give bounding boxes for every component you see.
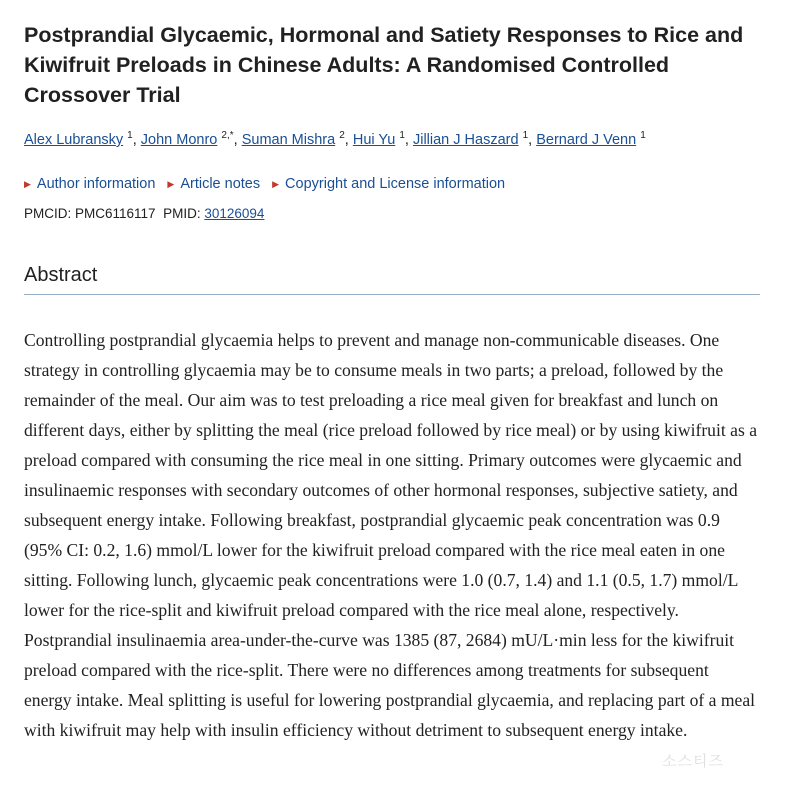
author-link[interactable]: Alex Lubransky <box>24 132 124 148</box>
author-affiliation: 1 <box>127 130 133 141</box>
author-link[interactable]: John Monro <box>140 132 218 148</box>
abstract-text: Controlling postprandial glycaemia helps to prevent and manage non-communicable diseases. One strategy in controlling glycaemia may be to consume meals in two parts; a preload, followed by the remainder of the meal. Our aim was to test preloading a rice meal given for breakfast and lunch on different days, either by splitting the meal (rice preload followed by rice meal) or by using kiwifruit as a preload compared with consuming the rice meal in one sitting. Primary outcomes were glycaemic and insulinaemic responses with secondary outcomes of other hormonal responses, subjective satiety, and subsequent energy intake. Following breakfast, postprandial glycaemic peak concentration was 0.9 (95% CI: 0.2, 1.6) mmol/L lower for the kiwifruit preload compared with the rice meal eaten in one sitting. Following lunch, glycaemic peak concentrations were 1.0 (0.7, 1.4) and 1.1 (0.5, 1.7) mmol/L lower for the rice-split and kiwifruit preload compared with the rice meal alone, respectively. Postprandial insulinaemia area-under-the-curve was 1385 (87, 2684) mU/L·min less for the kiwifruit preload compared with the rice-split. There were no differences among treatments for subsequent energy intake. Meal splitting is useful for lowering postprandial glycaemia, and replacing part of a meal with kiwifruit may help with insulin efficiency without detriment to subsequent energy intake. <box>24 330 758 740</box>
pmid-link[interactable]: 30126094 <box>204 206 265 221</box>
author-affiliation: 1 <box>522 130 529 141</box>
article-info-links <box>24 174 760 194</box>
author-link[interactable]: Suman Mishra <box>241 132 336 148</box>
triangle-right-icon: ▶ <box>167 178 175 189</box>
article-page <box>24 20 760 745</box>
author-link[interactable]: Hui Yu <box>352 132 396 148</box>
abstract-heading: Abstract <box>24 262 760 295</box>
author-affiliation: 2,* <box>221 130 234 141</box>
author-link[interactable]: Jillian J Haszard <box>412 132 519 148</box>
author-information-label: Author information <box>36 176 156 192</box>
article-identifiers <box>24 204 760 224</box>
article-notes-toggle[interactable] <box>167 174 260 194</box>
watermark: 소스티즈 <box>662 752 724 770</box>
author-affiliation: 2 <box>339 130 345 141</box>
copyright-license-toggle[interactable] <box>272 174 505 194</box>
pmid-label: PMID: <box>163 206 201 221</box>
article-notes-label: Article notes <box>180 176 261 192</box>
pmcid: PMCID: PMC6116117 <box>24 206 156 221</box>
author-affiliation: 1 <box>640 130 646 141</box>
author-affiliation: 1 <box>399 130 405 141</box>
copyright-license-label: Copyright and License information <box>285 176 506 192</box>
triangle-right-icon: ▶ <box>24 178 31 189</box>
author-list: Alex Lubransky $^1$, John Monro $^{2,*}$, Suman Mishra $^2$, Hui Yu $^1$, Jillian J Haszard $^1$, Bernard J Venn $^1$ <box>24 130 646 148</box>
article-title: Postprandial Glycaemic, Hormonal and Satiety Responses to Rice and Kiwifruit Preloads in Chinese Adults: A Randomised Controlled Crossover Trial <box>24 23 744 107</box>
author-link[interactable]: Bernard J Venn <box>536 132 637 148</box>
author-information-toggle[interactable] <box>24 174 155 194</box>
triangle-right-icon: ▶ <box>272 178 280 189</box>
